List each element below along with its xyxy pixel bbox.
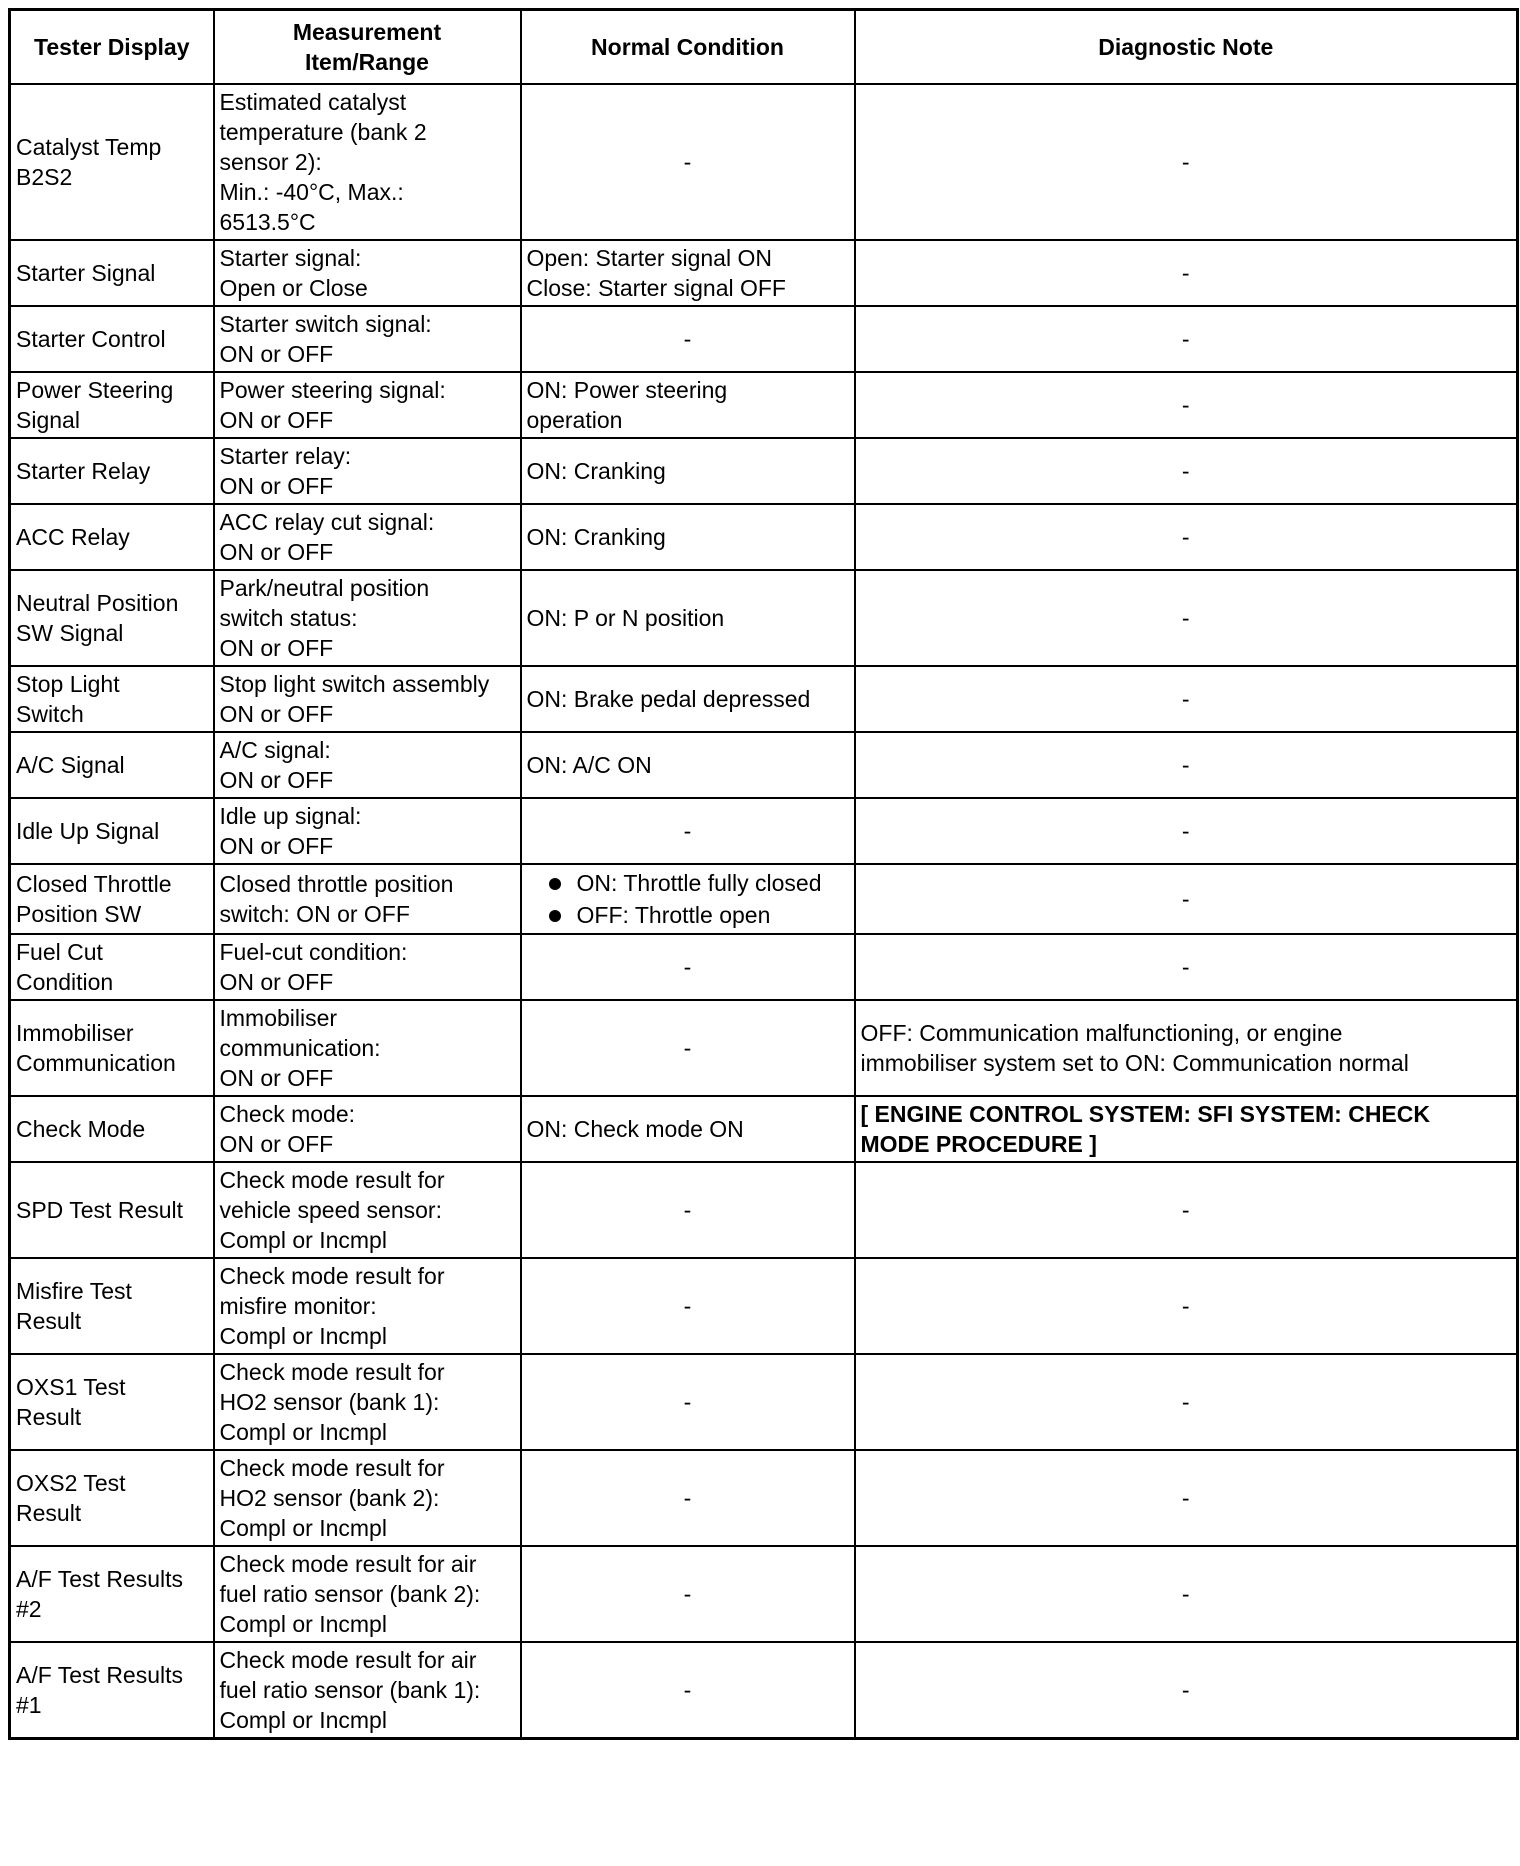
cell-diagnostic-note: - — [855, 1258, 1518, 1354]
cell-measurement: Power steering signal: ON or OFF — [214, 372, 521, 438]
cell-tester-display: SPD Test Result — [10, 1162, 214, 1258]
cell-normal-condition — [521, 864, 855, 934]
cell-tester-display: Starter Signal — [10, 240, 214, 306]
cell-tester-display: ACC Relay — [10, 504, 214, 570]
table-row — [10, 372, 1518, 438]
cell-measurement: Stop light switch assembly ON or OFF — [214, 666, 521, 732]
cell-measurement: Check mode result for air fuel ratio sensor (bank 2): Compl or Incmpl — [214, 1546, 521, 1642]
cell-normal-condition: Open: Starter signal ON Close: Starter signal OFF — [521, 240, 855, 306]
cell-normal-condition: ON: Power steering operation — [521, 372, 855, 438]
cell-measurement: Check mode result for HO2 sensor (bank 1): Compl or Incmpl — [214, 1354, 521, 1450]
cell-measurement: Check mode result for air fuel ratio sensor (bank 1): Compl or Incmpl — [214, 1642, 521, 1739]
cell-diagnostic-note: - — [855, 240, 1518, 306]
cell-normal-condition: - — [521, 1642, 855, 1739]
cell-normal-condition: - — [521, 1162, 855, 1258]
cell-tester-display: Misfire Test Result — [10, 1258, 214, 1354]
cell-tester-display: Stop Light Switch — [10, 666, 214, 732]
cell-normal-condition: - — [521, 1546, 855, 1642]
cell-tester-display: Fuel Cut Condition — [10, 934, 214, 1000]
table-row — [10, 438, 1518, 504]
table-row — [10, 570, 1518, 666]
cell-tester-display: OXS1 Test Result — [10, 1354, 214, 1450]
cell-diagnostic-note: - — [855, 570, 1518, 666]
cell-normal-condition: ON: P or N position — [521, 570, 855, 666]
table-row — [10, 1162, 1518, 1258]
cell-measurement: Estimated catalyst temperature (bank 2 sensor 2): Min.: -40°C, Max.: 6513.5°C — [214, 84, 521, 240]
table-row — [10, 1258, 1518, 1354]
cell-measurement: Fuel-cut condition: ON or OFF — [214, 934, 521, 1000]
cell-measurement: Check mode result for vehicle speed sensor: Compl or Incmpl — [214, 1162, 521, 1258]
cell-tester-display: Neutral Position SW Signal — [10, 570, 214, 666]
cell-normal-condition: - — [521, 934, 855, 1000]
header-diagnostic-note: Diagnostic Note — [855, 10, 1518, 85]
table-row — [10, 1000, 1518, 1096]
cell-normal-condition: - — [521, 798, 855, 864]
cell-measurement: Check mode: ON or OFF — [214, 1096, 521, 1162]
cell-tester-display: Catalyst Temp B2S2 — [10, 84, 214, 240]
cell-normal-condition: - — [521, 1354, 855, 1450]
cell-diagnostic-note: - — [855, 438, 1518, 504]
cell-normal-condition: - — [521, 84, 855, 240]
cell-diagnostic-note: - — [855, 1162, 1518, 1258]
cell-tester-display: Immobiliser Communication — [10, 1000, 214, 1096]
cell-diagnostic-note: - — [855, 84, 1518, 240]
table-row — [10, 1354, 1518, 1450]
table-row — [10, 1642, 1518, 1739]
table-row — [10, 934, 1518, 1000]
table-row — [10, 504, 1518, 570]
cell-diagnostic-note: - — [855, 306, 1518, 372]
cell-diagnostic-note: - — [855, 504, 1518, 570]
header-tester-display: Tester Display — [10, 10, 214, 85]
data-list-table — [8, 8, 1519, 1740]
cell-measurement: A/C signal: ON or OFF — [214, 732, 521, 798]
cell-normal-condition: ON: Check mode ON — [521, 1096, 855, 1162]
cell-diagnostic-note: - — [855, 798, 1518, 864]
cell-diagnostic-note-link[interactable]: [ ENGINE CONTROL SYSTEM: SFI SYSTEM: CHECK MODE PROCEDURE ] — [855, 1096, 1518, 1162]
table-row — [10, 84, 1518, 240]
table-row — [10, 732, 1518, 798]
cell-normal-condition: ON: Cranking — [521, 438, 855, 504]
table-row — [10, 864, 1518, 934]
cell-normal-condition: ON: Cranking — [521, 504, 855, 570]
table-body — [10, 84, 1518, 1739]
table-row — [10, 1096, 1518, 1162]
cell-diagnostic-note: - — [855, 372, 1518, 438]
cell-tester-display: Starter Control — [10, 306, 214, 372]
cell-measurement: Idle up signal: ON or OFF — [214, 798, 521, 864]
cell-normal-condition: - — [521, 1258, 855, 1354]
table-row — [10, 1450, 1518, 1546]
table-row — [10, 1546, 1518, 1642]
cell-measurement: Closed throttle position switch: ON or OFF — [214, 864, 521, 934]
cell-normal-condition: ON: A/C ON — [521, 732, 855, 798]
table-row — [10, 798, 1518, 864]
cell-diagnostic-note: - — [855, 666, 1518, 732]
cell-normal-condition: ON: Brake pedal depressed — [521, 666, 855, 732]
cell-diagnostic-note: - — [855, 1354, 1518, 1450]
table-row — [10, 666, 1518, 732]
cell-tester-display: Power Steering Signal — [10, 372, 214, 438]
cell-measurement: Starter signal: Open or Close — [214, 240, 521, 306]
cell-normal-condition: - — [521, 306, 855, 372]
cell-diagnostic-note: - — [855, 732, 1518, 798]
cell-diagnostic-note: OFF: Communication malfunctioning, or engine immobiliser system set to ON: Communication normal — [855, 1000, 1518, 1096]
page-container — [8, 8, 1519, 1740]
cell-tester-display: A/F Test Results #2 — [10, 1546, 214, 1642]
cell-measurement: Starter switch signal: ON or OFF — [214, 306, 521, 372]
cell-normal-condition: - — [521, 1450, 855, 1546]
cell-measurement: Starter relay: ON or OFF — [214, 438, 521, 504]
cell-diagnostic-note: - — [855, 934, 1518, 1000]
cell-tester-display: A/C Signal — [10, 732, 214, 798]
table-row — [10, 306, 1518, 372]
cell-tester-display: A/F Test Results #1 — [10, 1642, 214, 1739]
bullet-item: OFF: Throttle open — [547, 899, 849, 931]
cell-tester-display: Check Mode — [10, 1096, 214, 1162]
table-header-row — [10, 10, 1518, 85]
cell-tester-display: Idle Up Signal — [10, 798, 214, 864]
bullet-item: ON: Throttle fully closed — [547, 867, 849, 899]
cell-tester-display: Starter Relay — [10, 438, 214, 504]
cell-normal-condition: - — [521, 1000, 855, 1096]
cell-diagnostic-note: - — [855, 1450, 1518, 1546]
bullet-list — [527, 867, 849, 931]
cell-diagnostic-note: - — [855, 1642, 1518, 1739]
cell-measurement: ACC relay cut signal: ON or OFF — [214, 504, 521, 570]
table-row — [10, 240, 1518, 306]
cell-measurement: Check mode result for HO2 sensor (bank 2): Compl or Incmpl — [214, 1450, 521, 1546]
cell-tester-display: OXS2 Test Result — [10, 1450, 214, 1546]
cell-diagnostic-note: - — [855, 1546, 1518, 1642]
header-normal-condition: Normal Condition — [521, 10, 855, 85]
cell-measurement: Park/neutral position switch status: ON or OFF — [214, 570, 521, 666]
cell-tester-display: Closed Throttle Position SW — [10, 864, 214, 934]
cell-measurement: Check mode result for misfire monitor: Compl or Incmpl — [214, 1258, 521, 1354]
header-measurement-item-range: Measurement Item/Range — [214, 10, 521, 85]
cell-measurement: Immobiliser communication: ON or OFF — [214, 1000, 521, 1096]
cell-diagnostic-note: - — [855, 864, 1518, 934]
